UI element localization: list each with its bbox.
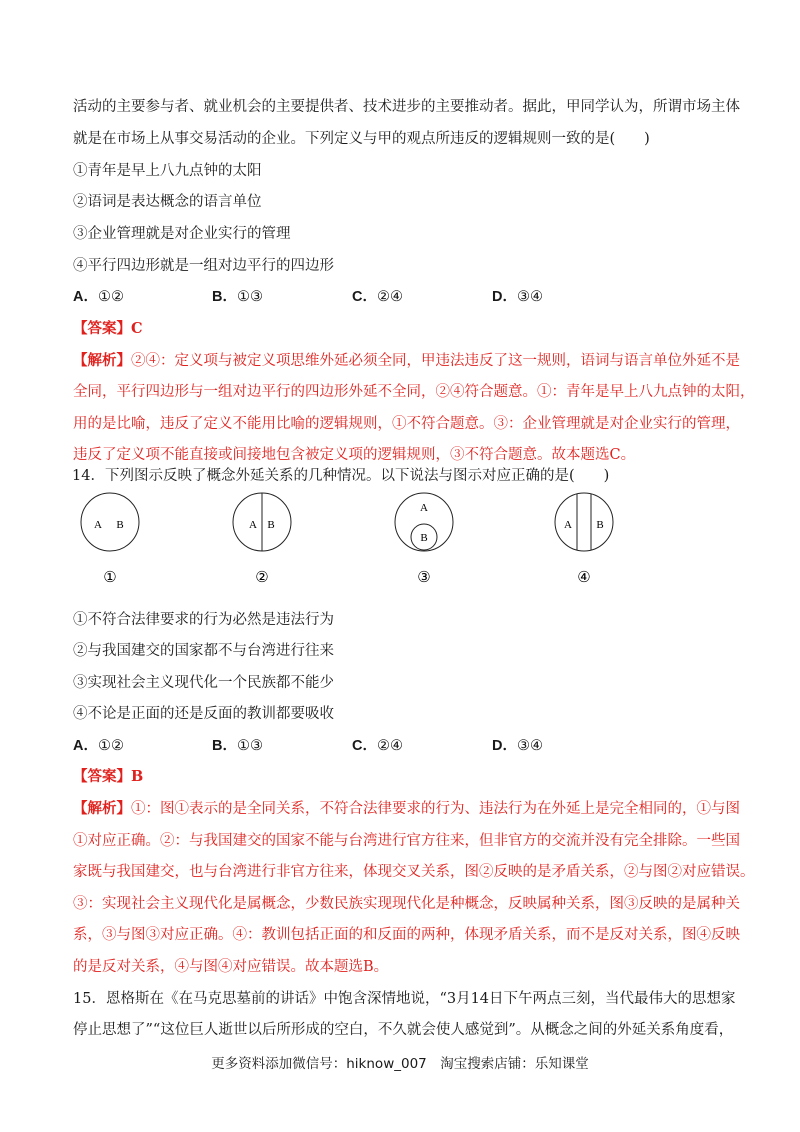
q13-option-d: D．③④ [492, 289, 543, 305]
q14-analysis-line-4: ③：实现社会主义现代化是属概念，少数民族实现现代化是种概念，反映属种关系，图③反映的是属种关 [73, 896, 740, 912]
diagram-2-caption: ② [255, 570, 269, 586]
diagram-3-caption: ③ [417, 570, 431, 586]
answer-value: C [131, 320, 143, 337]
page-footer: 更多资料添加微信号：hiknow_007 淘宝搜索店铺：乐知课堂 [211, 1056, 589, 1072]
q13-answer [73, 319, 143, 339]
q14-analysis-line-2: ①对应正确。②：与我国建交的国家不能与台湾进行官方往来，但非官方的交流并没有完全排除。一些国 [73, 833, 740, 849]
answer-value: B [131, 768, 144, 785]
diagram-4-caption: ④ [577, 570, 591, 586]
diagram-1-label-a: A [94, 519, 102, 531]
diagram-3-label-b: B [420, 532, 428, 544]
q13-analysis-line-2: 全同，平行四边形与一组对边平行的四边形外延不全同，②④符合题意。①：青年是早上八九点钟的太阳， [73, 384, 755, 400]
q14-analysis-line-3: 家既与我国建交，也与台湾进行非官方往来，体现交叉关系，图②反映的是矛盾关系，②与图②对应错误。 [73, 864, 755, 880]
diagram-4-label-b: B [596, 519, 604, 531]
q13-stem-line-2: 就是在市场上从事交易活动的企业。下列定义与甲的观点所违反的逻辑规则一致的是( ) [73, 131, 650, 147]
q15-stem-line-2: 停止思想了”“这位巨人逝世以后所形成的空白，不久就会使人感觉到”。从概念之间的外延关系角度看， [73, 1022, 734, 1038]
diagram-identity [81, 493, 139, 586]
q14-stem: 14．下列图示反映了概念外延关系的几种情况。以下说法与图示对应正确的是( ) [72, 468, 610, 484]
q13-item-2: ②语词是表达概念的语言单位 [73, 194, 262, 210]
diagram-4-label-a: A [564, 519, 572, 531]
q13-option-c: C．②④ [352, 289, 403, 305]
q14-analysis-line-5: 系，③与图③对应正确。④：教训包括正面的和反面的两种，体现矛盾关系，而不是反对关系，图④反映 [73, 927, 740, 943]
q14-diagrams [60, 490, 660, 590]
diagram-2-label-a: A [249, 519, 257, 531]
q14-analysis-line-6: 的是反对关系，④与图④对应错误。故本题选B。 [73, 959, 389, 975]
q13-stem-line-1: 活动的主要参与者、就业机会的主要提供者、技术进步的主要推动者。据此，甲同学认为，所谓市场主体 [73, 99, 740, 115]
diagram-contrariety [555, 493, 613, 586]
q14-analysis-line-1: 【解析】①：图①表示的是全同关系，不符合法律要求的行为、违法行为在外延上是完全相同的，①与图 [73, 800, 740, 817]
diagram-3-label-a: A [420, 502, 428, 514]
answer-label: 【答案】 [73, 768, 131, 785]
q13-item-3: ③企业管理就是对企业实行的管理 [73, 226, 291, 242]
q14-option-d: D．③④ [492, 738, 543, 754]
q13-item-1: ①青年是早上八九点钟的太阳 [73, 163, 262, 179]
q13-analysis-line-3: 用的是比喻，违反了定义不能用比喻的逻辑规则，①不符合题意。③：企业管理就是对企业实行的管理， [73, 416, 740, 432]
diagram-2-label-b: B [267, 519, 275, 531]
q14-answer [73, 767, 143, 787]
q13-option-b: B．①③ [212, 289, 263, 305]
q14-option-c: C．②④ [352, 738, 403, 754]
q13-item-4: ④平行四边形就是一组对边平行的四边形 [73, 258, 334, 274]
analysis-label: 【解析】 [73, 800, 131, 817]
q15-stem-line-1: 15．恩格斯在《在马克思墓前的讲话》中饱含深情地说，“3月14日下午两点三刻，当代最伟大的思想家 [73, 991, 736, 1007]
q13-option-a: A．①② [73, 289, 124, 305]
diagram-subordination [395, 493, 453, 586]
q13-analysis-line-4: 违反了定义项不能直接或间接地包含被定义项的逻辑规则，③不符合题意。故本题选C。 [73, 447, 636, 463]
q14-item-3: ③实现社会主义现代化一个民族都不能少 [73, 675, 334, 691]
q14-item-4: ④不论是正面的还是反面的教训都要吸收 [73, 706, 334, 722]
q14-option-b: B．①③ [212, 738, 263, 754]
answer-label: 【答案】 [73, 320, 131, 337]
diagram-1-caption: ① [103, 570, 117, 586]
q14-item-1: ①不符合法律要求的行为必然是违法行为 [73, 612, 334, 628]
diagram-contradiction [233, 493, 291, 586]
q14-option-a: A．①② [73, 738, 124, 754]
q14-item-2: ②与我国建交的国家都不与台湾进行往来 [73, 643, 334, 659]
diagram-1-label-b: B [116, 519, 124, 531]
q13-analysis-line-1: 【解析】②④：定义项与被定义项思维外延必须全同，甲违法违反了这一规则，语词与语言单位外延不是 [73, 352, 740, 369]
analysis-label: 【解析】 [73, 352, 131, 369]
